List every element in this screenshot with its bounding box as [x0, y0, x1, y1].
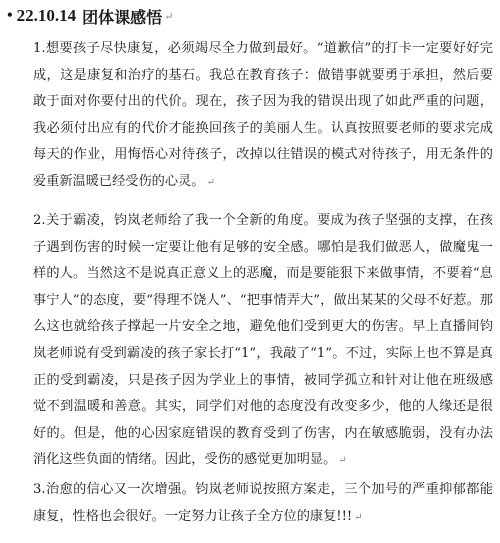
paragraph-2-text: 2.关于霸凌，钧岚老师给了我一个全新的角度。要成为孩子坚强的支撑，在孩子遇到伤害的时候一定要让他有足够的安全感。哪怕是我们做恶人，做魔鬼一样的人。当然这不是说真正意义上的恶魔，而是要能狠下来做事情，不要着“息事宁人”的态度，要“得理不饶人”、“把事情弄大”，做出某某的父母不好惹。那么这也就给孩子撑起一片安全之地，避免他们受到更大的伤害。早上直播间钧岚老师说有受到霸凌的孩子家长打“1”，我敲了“1”。不过，实际上也不算是真正的受到霸凌，只是孩子因为学业上的事情，被同学孤立和针对让他在班级感觉不到温暖和善意。其实，同学们对他的态度没有改变多少，他的人缘还是很好的。但是，他的心因家庭错误的教育受到了伤害，内在敏感脆弱，没有办法消化这些负面的情绪。因此，受伤的感觉更加明显。 [33, 213, 493, 468]
title-text: 团体课感悟 [82, 7, 163, 27]
paragraph-mark-icon: ↵ [164, 9, 174, 23]
document-title [6, 4, 173, 28]
bullet-icon: • [6, 8, 14, 22]
title-date: 22.10.14 [16, 6, 77, 25]
paragraph-mark-icon: ↵ [338, 455, 347, 467]
paragraph-3-text: 3.治愈的信心又一次增强。钧岚老师说按照方案走，三个加号的严重抑郁都能康复，性格也会很好。一定努力让孩子全方位的康复!!! [33, 482, 493, 524]
paragraph-mark-icon: ↵ [206, 176, 215, 188]
paragraph-mark-icon: ↵ [354, 511, 363, 523]
paragraph-1-text: 1.想要孩子尽快康复，必须竭尽全力做到最好。“道歉信”的打卡一定要好好完成，这是康复和治疗的基石。我总在教育孩子：做错事就要勇于承担，然后要敢于面对你要付出的代价。现在，孩子因为我的错误出现了如此严重的问题，我必须付出应有的代价才能换回孩子的美丽人生。认真按照要老师的要求完成每天的作业，用悔悟心对待孩子，改掉以往错误的模式对待孩子，用无条件的爱重新温暖已经受伤的心灵。 [33, 41, 493, 189]
paragraph-1 [33, 36, 493, 197]
paragraph-3 [33, 477, 493, 531]
paragraph-2 [33, 208, 493, 475]
